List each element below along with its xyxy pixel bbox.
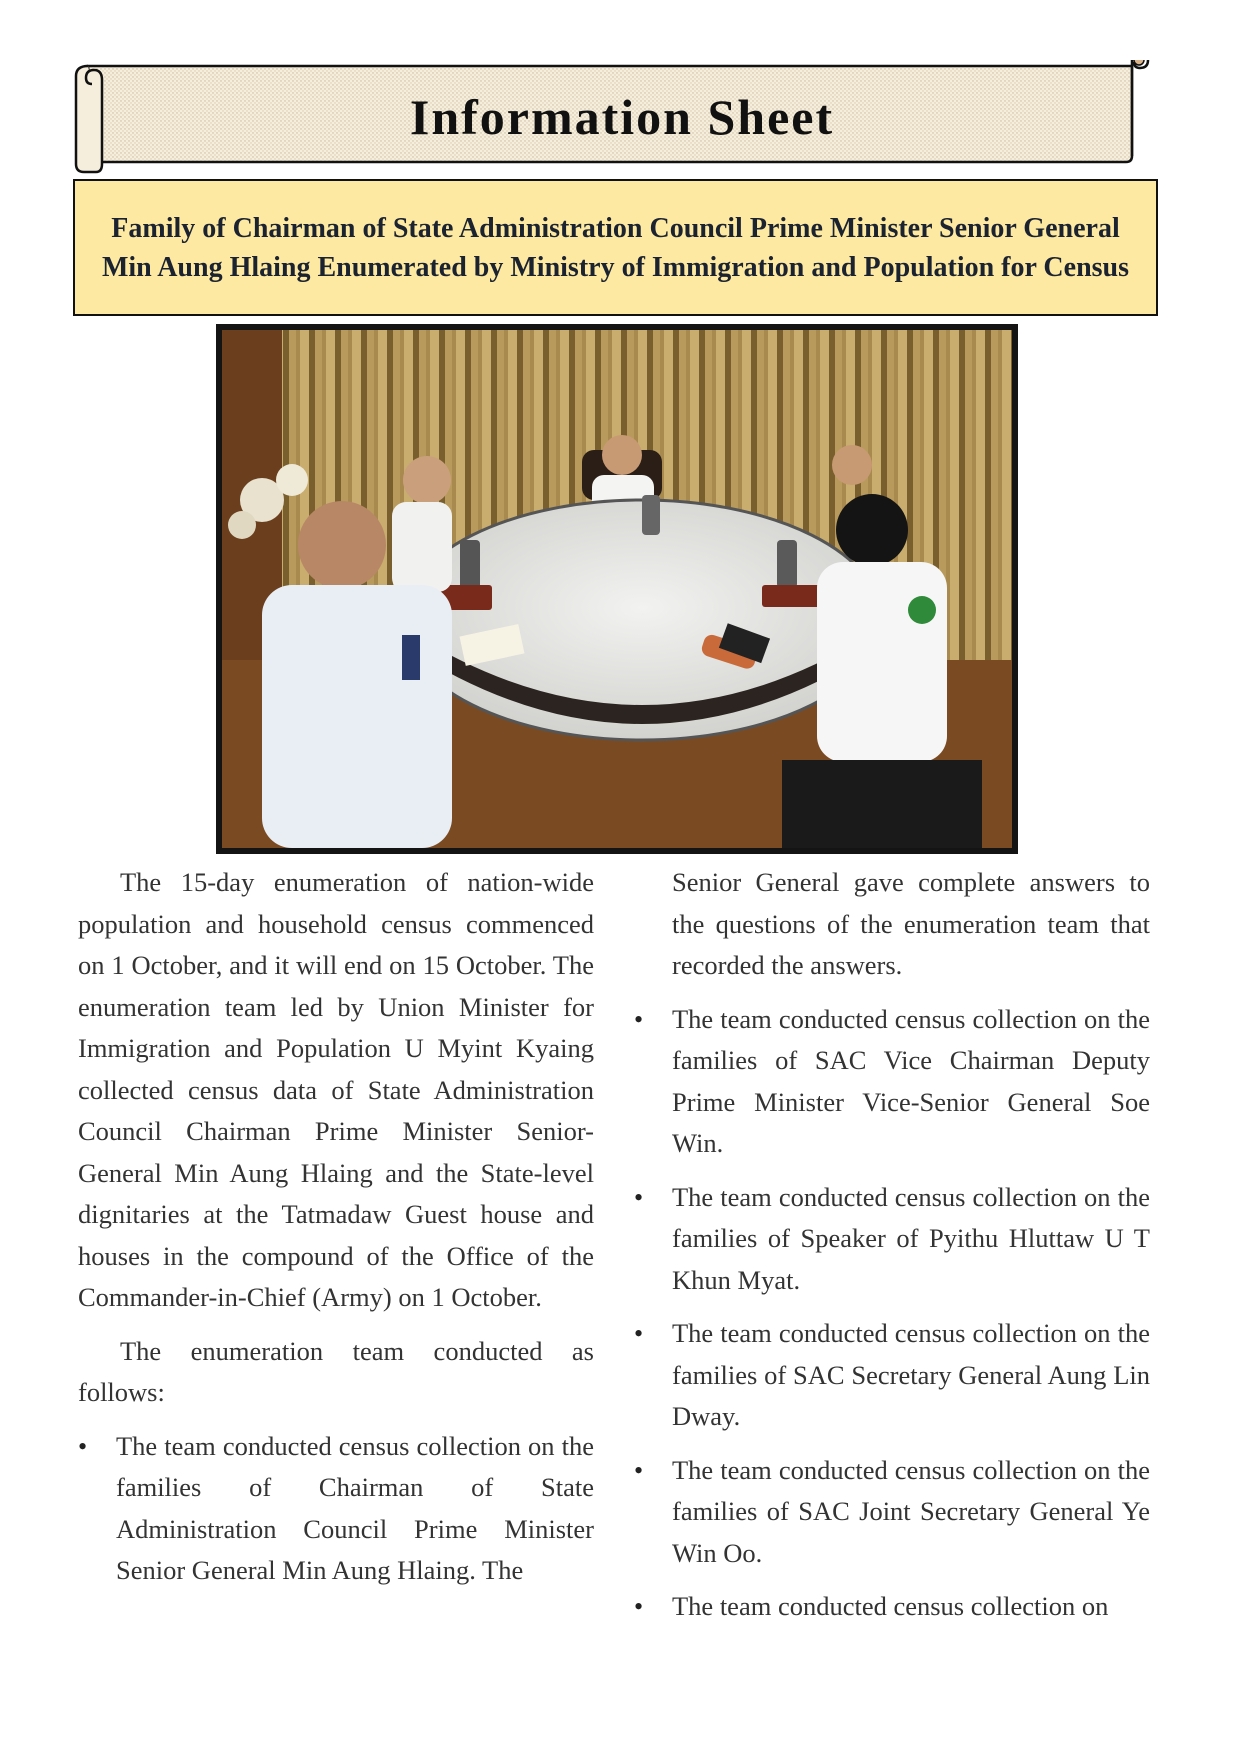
meeting-photo-illustration xyxy=(222,330,1012,848)
lead-paragraph: The enumeration team conducted as follows: xyxy=(78,1335,594,1407)
bullet-list-right xyxy=(672,999,1150,1628)
bullet-list-left xyxy=(78,1426,594,1592)
title-banner xyxy=(72,60,1172,180)
headline-box xyxy=(73,179,1158,316)
list-item: • The team conducted census collection on the families of Speaker of Pyithu Hluttaw U T Khun Myat. xyxy=(672,1177,1150,1302)
article-column-left xyxy=(78,862,594,1604)
list-item: • The team conducted census collection on the families of SAC Vice Chairman Deputy Prime Minister Vice-Senior General Soe Win. xyxy=(672,999,1150,1165)
list-item: • The team conducted census collection on xyxy=(672,1586,1150,1628)
bullet-continuation: Senior General gave complete answers to the questions of the enumeration team that recorded the answers. xyxy=(672,867,1150,980)
page-title: Information Sheet xyxy=(409,89,835,145)
list-item: • The team conducted census collection on the families of Chairman of State Administration Council Prime Minister Senior General Min Aung Hlaing. The xyxy=(78,1426,594,1592)
article-column-right xyxy=(672,862,1150,1640)
list-item: • The team conducted census collection on the families of SAC Joint Secretary General Ye Win Oo. xyxy=(672,1450,1150,1575)
list-item: • The team conducted census collection on the families of SAC Secretary General Aung Lin Dway. xyxy=(672,1313,1150,1438)
intro-paragraph: The 15-day enumeration of nation-wide population and household census commenced on 1 October, and it will end on 15 October. The enumeration team led by Union Minister for Immigration and Population U Myint Kyaing collected census data of State Administration Council Chairman Prime Minister Senior-General Min Aung Hlaing and the State-level dignitaries at the Tatmadaw Guest house and houses in the compound of the Office of the Commander-in-Chief (Army) on 1 October. xyxy=(78,867,594,1312)
headline-text: Family of Chairman of State Administration Council Prime Minister Senior General Min Aung Hlaing Enumerated by Ministry of Immigration and Population for Census xyxy=(101,212,1130,283)
news-photo xyxy=(216,324,1018,854)
